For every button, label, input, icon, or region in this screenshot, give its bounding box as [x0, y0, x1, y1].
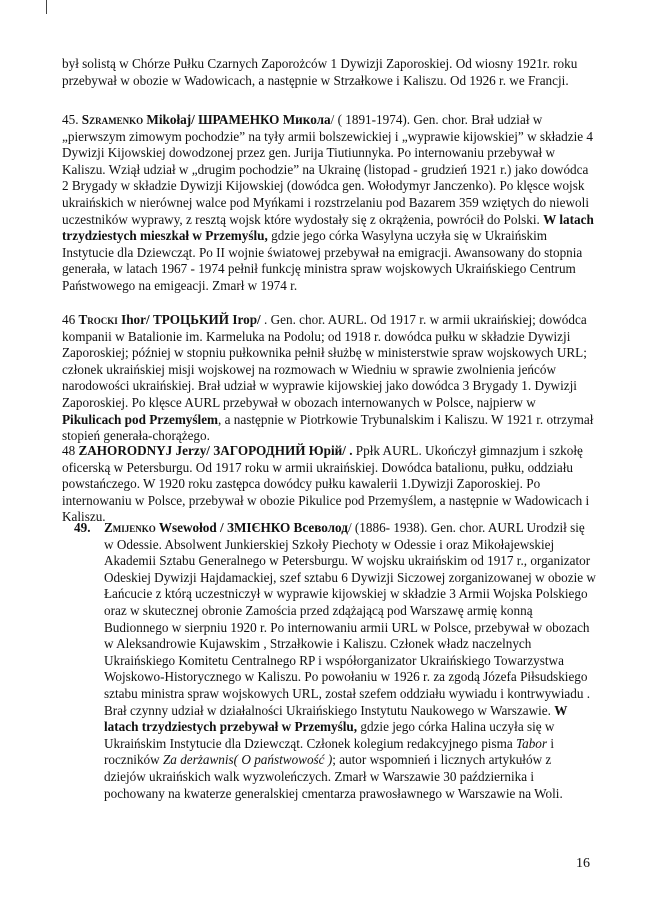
yearbook-title: Za derżawnis( O państwowość ) — [162, 752, 333, 768]
entry-number: 46 — [62, 312, 79, 327]
entry-bold-text: W latach trzydziestych przebywał w Przemyślu, — [104, 702, 568, 735]
entry-text: gdzie jego córka Halina uczyła się w Ukraińskim Instytucie dla Dziewcząt. Członek kolegium redakcyjnego pisma — [104, 719, 555, 751]
entry-45 — [62, 112, 596, 295]
entry-name: ZAHORODNYJ Jerzy/ ЗАГОРОДНИЙ Юрій/ . — [78, 443, 353, 458]
entry-name: Wsewołod / — [155, 520, 227, 535]
entry-surname: Trocki — [78, 312, 118, 327]
entry-48 — [62, 443, 596, 526]
entry-name: Ihor/ ТРОЦЬКИЙ Irop/ — [117, 312, 261, 327]
entry-bold-text: W latach trzydziestych mieszkał w Przemyślu, — [62, 211, 594, 244]
entry-text: , a następnie w Piotrkowie Trybunalskim i Kaliszu. W 1921 r. otrzymał stopień generała-chorążego. — [62, 411, 594, 444]
entry-number: 49. — [74, 520, 91, 535]
paragraph-continuation — [62, 56, 596, 89]
entry-bold-text: Pikulicach pod Przemyślem — [62, 411, 219, 427]
page-number: 16 — [576, 856, 590, 871]
entry-text: ; autor wspomnień i licznych artykułów z dziejów ukraińskich walk wyzwoleńczych. Zmarł w Warszawie 30 października i pochowany na kwaterze generalskiej cmentarza prawosławnego w Warszawie na Woli. — [104, 752, 563, 801]
entry-text: i roczników — [104, 735, 555, 768]
entry-text: / (1886- 1938). Gen. chor. AURL Urodził się w Odessie. Absolwent Junkierskiej Szkoły Piechoty w Odessie i oraz Mikołajewskiej Akademii Sztabu Generalnego w Petersburgu. W wojsku ukraińskim od 1917 r., organizator Odeskiej Dywizji Hajdamackiej, szef sztabu 6 Dywizji Siczowej zorganizowanej w obozie w Łańcucie z którą uczestniczył w wyprawie kijowskiej w składzie 3 Armii Wojska Polskiego oraz w skutecznej obronie Zamościa przed zdążającą pod Warszawę armię konną Budionnego w sierpniu 1920 r. Po internowaniu armii URL w Polsce, przebywał w obozach w Aleksandrowie Kujawskim , Strzałkowie i Kaliszu. Członek władz naczelnych Ukraińskiego Komitetu Centralnego RP i współorganizator Ukraińskiego Towarzystwa Wojskowo-Historycznego w Kaliszu. Po powołaniu w 1926 r. za zgodą Józefa Piłsudskiego sztabu ministra spraw wojskowych URL, został szefem oddziału wywiadu i kontrwywiadu . Brał czynny udział w działalności Ukraińskiego Instytutu Naukowego w Warszawie. — [104, 520, 596, 718]
entry-surname: Zmijenko — [104, 520, 156, 535]
journal-title: Tabor — [516, 735, 548, 751]
entry-49 — [104, 520, 596, 802]
entry-surname: Szramenko — [81, 112, 144, 127]
paragraph-text: był solistą w Chórze Pułku Czarnych Zaporożców 1 Dywizji Zaporoskiej. Od wiosny 1921r. roku przebywał w obozie w Wadowicach, a następnie w Strzałkowe i Kaliszu. Od 1926 r. we Francji. — [62, 56, 578, 88]
entry-number: 48 — [62, 443, 79, 458]
entry-text: Ppłk AURL. Ukończył gimnazjum i szkołę oficerską w Petersburgu. Od 1917 roku w armii ukraińskiej. Dowódca batalionu, pułku, oddziału powstańczego. W 1920 roku zastępca dowódcy pułku kawalerii 1.Dywizji Zaporoskiej. Po internowaniu w Polsce, przebywał w obozie Pikulice pod Przemyślem, a następnie w Wadowicach i Kaliszu. — [62, 443, 590, 525]
entry-name-cyrillic: ЗМІЄНКО Всеволод — [227, 520, 348, 535]
entry-name-cyrillic: ШРАМЕНКО Микола — [198, 112, 331, 127]
entry-number: 45. — [62, 112, 82, 127]
entry-46 — [62, 312, 596, 445]
entry-text: / ( 1891-1974). Gen. chor. Brał udział w „pierwszym zimowym pochodzie” na tyły armii bolszewickiej i „wyprawie kijowskiej” w składzie 4 Dywizji Kijowskiej dowodzonej przez gen. Jurija Tiutiunnyka. Po internowaniu przebywał w Kaliszu. Wziął udział w „drugim pochodzie” na Ukrainę (listopad - grudzień 1921 r.) jako dowódca 2 Brygady w składzie Dywizji Kijowskiej (dowódca gen. Wołodymyr Janczenko). Po klęsce wojsk ukraińskich w nierównej walce pod Myńkami i rozstrzelaniu pod Bazarem 359 wziętych do niewoli uczestników wyprawy, z resztą wojsk które wydostały się z okrążenia, powrócił do Polski. — [62, 112, 594, 227]
entry-text: . Gen. chor. AURL. Od 1917 r. w armii ukraińskiej; dowódca kompanii w Batalionie im. Karmeluka na Podolu; od 1918 r. dowódca pułku w składzie Dywizji Zaporoskiej; później w stopniu pułkownika pełnił służbę w ministerstwie spraw wojskowych URL; członek ukraińskiej misji wojskowej na rozmowach w Wiedniu w sprawie zwolnienia jeńców narodowości ukraińskiej. Brał udział w wyprawie kijowskiej jako dowódca 3 Brygady 1. Dywizji Zaporoskiej. Po klęsce AURL przebywał w obozach internowanych w Polsce, najpierw w — [62, 312, 587, 410]
entry-text: gdzie jego córka Wasylyna uczyła się w Ukraińskim Instytucie dla Dziewcząt. Po II wojnie światowej przebywał na emigracji. Awansowany do stopnia generała, w latach 1967 - 1974 pełnił funkcję ministra spraw wojskowych Ukraińskiego Centrum Państwowego na emigeacji. Zmarł w 1974 r. — [62, 228, 583, 293]
entry-name: Mikołaj/ — [143, 112, 199, 127]
scan-mark — [46, 0, 47, 14]
